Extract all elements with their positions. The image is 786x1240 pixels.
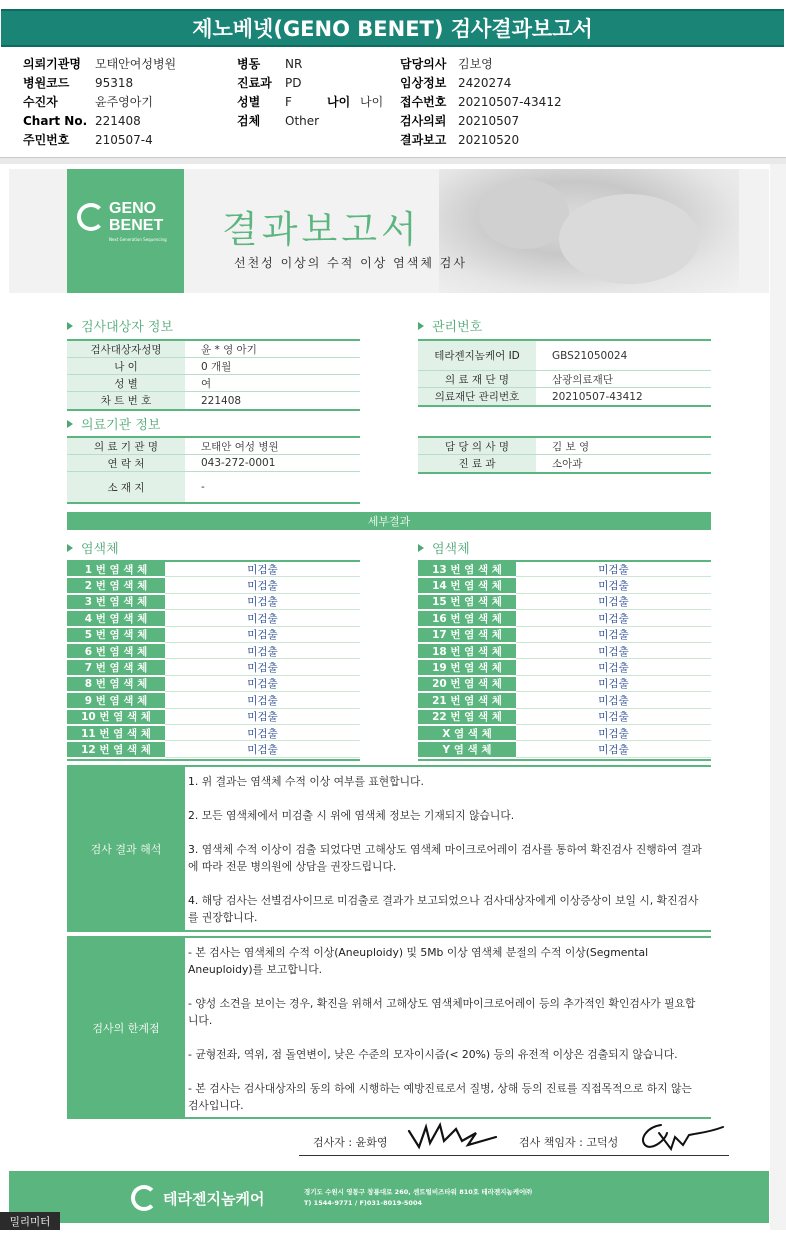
section-heading-text: 의료기관 정보 [81,418,161,433]
limitations-text [185,938,711,1117]
section-heading-text: 염색체 [432,542,470,557]
row-value: 김 보 영 [552,440,590,453]
table-row [418,455,711,472]
baby-foot-shape [479,179,569,249]
header-age [327,93,383,112]
chromosome-result: 미검출 [165,595,360,610]
section-heading-institution [67,414,160,433]
footer-address: 경기도 수원시 영통구 창룡대로 260, 센트럴비즈타워 810호 테라젠지놈케어㈜ [304,1188,532,1196]
chromosome-label: 6 번 염 색 체 [67,644,165,659]
chromosome-label: 5 번 염 색 체 [67,628,165,643]
chromosome-result: 미검출 [516,693,711,708]
row-label: 성 별 [67,375,185,391]
header-label: 의뢰기관명 [23,57,81,71]
section-heading-text: 검사대상자 정보 [81,320,174,335]
chromosome-label: 21 번 염 색 체 [418,693,516,708]
section-arrow-icon [67,322,73,330]
chromosome-row [67,562,360,578]
row-value: 여 [201,377,212,390]
section-arrow-icon [418,322,424,330]
limitation-item: - 양성 소견을 보이는 경우, 확진을 위해서 고해상도 염색체마이크로어레이 등의 추가적인 확인검사가 필요합니다. [188,997,696,1027]
chromosome-result: 미검출 [516,726,711,741]
header-label: 검체 [237,114,261,128]
chromosome-label: 15 번 염 색 체 [418,595,516,610]
chromosome-result: 미검출 [165,693,360,708]
banner-title: 결과보고서 [222,208,421,251]
limitations-block [67,936,711,1119]
chromosome-row [418,693,711,709]
chromosome-label: 1 번 염 색 체 [67,562,165,577]
interpretation-item: 4. 해당 검사는 선별검사이므로 미검출로 결과가 보고되었으나 검사대상자에게 이상증상이 보일 시, 확진검사를 권장합니다. [188,894,699,924]
header-label: Chart No. [23,114,88,128]
chromosome-row [67,595,360,611]
theragen-logo-icon [131,1185,157,1211]
table-row [67,375,360,392]
header-value: 20210507-43412 [458,95,562,109]
chromosome-label: 3 번 염 색 체 [67,595,165,610]
limitation-item: - 균형전좌, 역위, 점 돌연변이, 낮은 수준의 모자이시즘(< 20%) 등의 유전적 이상은 검출되지 않습니다. [188,1048,678,1061]
footer-contact [304,1187,532,1209]
row-value: 윤 * 영 아기 [201,343,257,356]
header-value: PD [285,76,302,90]
row-label: 담 당 의 사 명 [418,438,536,454]
right-margin [770,164,786,1230]
table-row [418,388,711,405]
chromosome-row [67,677,360,693]
chromosome-label: 10 번 염 색 체 [67,710,165,725]
header-value: NR [285,57,303,71]
limitation-item: - 본 검사는 염색체의 수적 이상(Aneuploidy) 및 5Mb 이상 염색체 분절의 수적 이상(Segmental Aneuploidy)를 보고합니다. [188,946,649,976]
header-col-2 [237,55,319,131]
section-arrow-icon [418,544,424,552]
chromosome-row [418,644,711,660]
section-arrow-icon [67,544,73,552]
logo-tagline: Next Generation Sequencing [109,237,167,242]
table-row [67,455,360,472]
chromosome-row [67,578,360,594]
institution-table [67,436,360,504]
table-row [67,438,360,455]
subject-table [67,339,360,411]
interpretation-item: 1. 위 결과는 염색체 수적 이상 여부를 표현합니다. [188,775,424,788]
chromosome-label: 7 번 염 색 체 [67,660,165,675]
header-value: 95318 [95,76,134,90]
chromosome-row [418,660,711,676]
chromosome-row [418,578,711,594]
chromosome-table-left [67,560,360,761]
chromosome-label: 16 번 염 색 체 [418,611,516,626]
unit-status-badge[interactable]: 밀리미터 [0,1212,60,1230]
header-label: 임상정보 [400,76,447,90]
section-heading-subject [67,316,173,335]
chromosome-result: 미검출 [165,660,360,675]
header-label: 수진자 [23,95,58,109]
report-title: 제노베넷(GENO BENET) 검사결과보고서 [1,9,784,47]
header-label: 결과보고 [400,133,447,147]
chromosome-result: 미검출 [165,611,360,626]
header-value: 김보영 [458,57,493,71]
interpretation-item: 2. 모든 염색체에서 미검출 시 위에 염색체 정보는 기재되지 않습니다. [188,809,515,822]
chromosome-result: 미검출 [165,726,360,741]
section-heading-text: 염색체 [81,542,119,557]
section-heading-chromosome-left [67,538,119,557]
row-label: 소 재 지 [67,472,185,502]
chromosome-row [418,742,711,758]
section-heading-text: 관리번호 [432,320,483,335]
header-col-1 [23,55,176,150]
chromosome-result: 미검출 [516,595,711,610]
footer-phone: T) 1544-9771 / F)031-8019-5004 [304,1199,423,1207]
table-row [418,341,711,371]
chromosome-row [67,611,360,627]
header-value: 모태안여성병원 [95,57,177,71]
row-value: 20210507-43412 [552,390,643,403]
row-value: 0 개월 [201,360,232,373]
chromosome-result: 미검출 [516,742,711,757]
chromosome-row [67,742,360,758]
header-value: 221408 [95,114,141,128]
header-value: 20210507 [458,114,520,128]
chromosome-row [418,677,711,693]
row-label: 나 이 [67,358,185,374]
chromosome-row [67,660,360,676]
row-label: 의료재단 관리번호 [418,388,536,405]
header-label: 주민번호 [23,133,70,147]
row-label: 검사대상자성명 [67,341,185,357]
chromosome-label: 12 번 염 색 체 [67,742,165,757]
row-label: 테라젠지놈케어 ID [418,341,536,370]
row-value: - [201,481,205,493]
logo-line-1: GENO [109,200,157,217]
row-value: 043-272-0001 [201,457,276,469]
table-row [67,341,360,358]
chromosome-result: 미검출 [516,628,711,643]
chromosome-row [418,611,711,627]
report-page [9,164,769,1230]
limitation-item: - 본 검사는 검사대상자의 동의 하에 시행하는 예방진료로서 질병, 상해 등의 진료를 직접목적으로 하지 않는 검사입니다. [188,1082,692,1112]
section-heading-chromosome-right [418,538,470,557]
table-row [67,358,360,375]
header-label: 접수번호 [400,95,447,109]
header-separator [0,157,786,164]
header-value: F [285,95,292,109]
header-value: 나이 [360,95,384,109]
baby-feet-photo [439,169,739,293]
chromosome-result: 미검출 [516,611,711,626]
chromosome-table-right [418,560,711,761]
chromosome-label: 14 번 염 색 체 [418,578,516,593]
chromosome-result: 미검출 [165,710,360,725]
chromosome-label: 2 번 염 색 체 [67,578,165,593]
header-label: 담당의사 [400,57,447,71]
chromosome-row [67,726,360,742]
chromosome-label: X 염 색 체 [418,726,516,741]
header-value: 2420274 [458,76,512,90]
chromosome-result: 미검출 [165,742,360,757]
chromosome-label: 9 번 염 색 체 [67,693,165,708]
chromosome-row [67,628,360,644]
chromosome-label: 4 번 염 색 체 [67,611,165,626]
chromosome-result: 미검출 [516,710,711,725]
chromosome-result: 미검출 [516,660,711,675]
row-label: 의 료 재 단 명 [418,371,536,387]
row-value: 삼광의료재단 [552,373,613,386]
row-value: GBS21050024 [552,349,628,362]
row-label: 연 락 처 [67,455,185,471]
chromosome-row [418,595,711,611]
chromosome-result: 미검출 [165,644,360,659]
interpretation-label: 검사 결과 해석 [67,767,185,930]
interpretation-item: 3. 염색체 수적 이상이 검출 되었다면 고해상도 염색체 마이크로어레이 검사를 통하여 확진검사 진행하여 결과에 따라 전문 병의원에 상담을 권장드립니다. [188,843,702,873]
responsible-signature [631,1119,731,1157]
table-row [67,472,360,502]
detail-results-bar: 세부결과 [67,512,711,530]
logo-line-2: BENET [109,217,164,234]
chromosome-result: 미검출 [165,578,360,593]
chromosome-label: 17 번 염 색 체 [418,628,516,643]
chromosome-result: 미검출 [165,677,360,692]
chromosome-row [418,710,711,726]
chromosome-row [418,726,711,742]
header-value: 윤주영아기 [95,95,153,109]
responsible-name: 검사 책임자 : 고덕성 [519,1136,619,1149]
row-value: 모태안 여성 병원 [201,440,279,453]
chromosome-label: 8 번 염 색 체 [67,677,165,692]
chromosome-label: 22 번 염 색 체 [418,710,516,725]
header-label: 병원코드 [23,76,70,90]
row-value: 소아과 [552,458,583,470]
header-label: 진료과 [237,76,272,90]
header-label: 성별 [237,95,261,109]
section-heading-management [418,316,482,335]
management-table [418,339,711,407]
interpretation-block [67,765,711,932]
chromosome-result: 미검출 [516,644,711,659]
chromosome-row [67,644,360,660]
chromosome-label: 11 번 염 색 체 [67,726,165,741]
table-row [418,438,711,455]
header-value: Other [285,114,320,128]
signature-rule [299,1155,729,1156]
row-label: 차 트 번 호 [67,392,185,409]
chromosome-row [67,693,360,709]
table-row [67,392,360,409]
chromosome-result: 미검출 [516,562,711,577]
chromosome-label: Y 염 색 체 [418,742,516,757]
chromosome-label: 19 번 염 색 체 [418,660,516,675]
chromosome-result: 미검출 [516,677,711,692]
row-label: 의 료 기 관 명 [67,438,185,454]
chromosome-row [67,710,360,726]
chromosome-result: 미검출 [165,628,360,643]
chromosome-label: 13 번 염 색 체 [418,562,516,577]
chromosome-result: 미검출 [165,562,360,577]
header-label: 검사의뢰 [400,114,447,128]
chromosome-row [418,562,711,578]
logo-brand [109,200,163,234]
header-label: 병동 [237,57,261,71]
section-arrow-icon [67,420,73,428]
baby-foot-shape [559,194,699,284]
geno-benet-logo-icon [77,203,105,231]
chromosome-row [418,628,711,644]
report-footer [9,1171,769,1223]
tester-name: 검사자 : 윤화영 [313,1136,388,1149]
header-value: 20210520 [458,133,520,147]
banner-subtitle: 선천성 이상의 수적 이상 염색체 검사 [234,256,467,270]
tester-signature [404,1119,504,1155]
report-banner [9,169,769,293]
geno-benet-logo [67,169,184,293]
row-value: 221408 [201,394,242,407]
chromosome-label: 18 번 염 색 체 [418,644,516,659]
doctor-table [418,436,711,474]
limitations-label: 검사의 한계점 [67,938,185,1117]
header-col-3 [400,55,562,150]
table-row [418,371,711,388]
interpretation-text [185,767,711,930]
footer-company: 테라젠지놈케어 [163,1190,265,1208]
row-label: 진 료 과 [418,455,536,472]
header-value: 210507-4 [95,133,153,147]
chromosome-label: 20 번 염 색 체 [418,677,516,692]
chromosome-result: 미검출 [516,578,711,593]
header-label: 나이 [327,95,351,109]
